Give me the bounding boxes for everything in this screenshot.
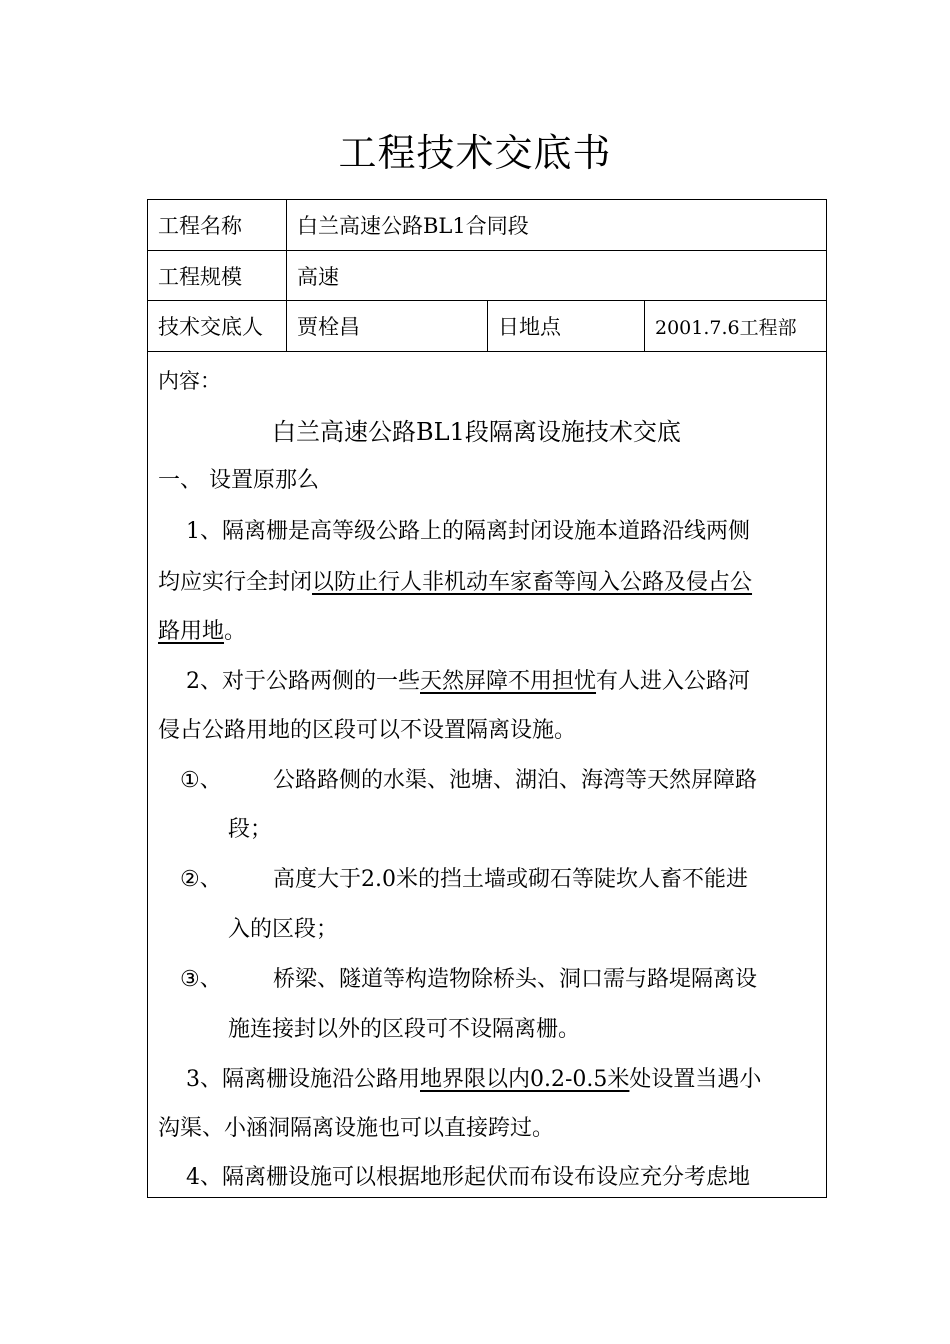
project-scale-label: 工程规模 [158,264,242,289]
document-title: 工程技术交底书 [338,131,612,175]
text-span: 有人进入公路河 [596,669,751,694]
paragraph-line: 沟渠、小涵洞隔离设施也可以直接跨过。 [158,1116,555,1141]
list-item-number: ①、 [180,768,222,793]
text-span: 处设置当遇小 [629,1067,762,1092]
paragraph-line [158,614,246,645]
list-item-text: 入的区段； [228,917,339,942]
list-item-text: 施连接封以外的区段可不设隔离栅。 [228,1017,581,1042]
text-span: 3、隔离栅设施沿公路用 [186,1067,420,1092]
underlined-text: 以防止行人非机动车家畜等闯入公路及侵占公 [312,570,753,595]
list-item-number: ②、 [180,867,222,892]
list-item-text: 公路路侧的水渠、池塘、湖泊、海湾等天然屏障路 [273,768,758,793]
table-row [148,301,826,352]
section-heading: 一、 设置原那么 [158,468,319,493]
info-table [147,199,827,1198]
text-span: 均应实行全封闭 [158,570,313,595]
paragraph-line [186,1062,761,1093]
content-label: 内容： [158,369,221,393]
table-row [148,200,826,251]
paragraph-line [158,565,752,596]
date-place-value: 2001.7.6工程部 [644,301,826,351]
project-scale-value: 高速 [286,251,826,300]
underlined-text: 地界限以内0.2-0.5米 [420,1067,630,1092]
presenter-label: 技术交底人 [158,315,263,339]
list-item-text: 段； [228,817,273,842]
content-heading: 白兰高速公路BL1段隔离设施技术交底 [272,418,681,446]
paragraph-line: 4、隔离栅设施可以根据地形起伏而布设布设应充分考虑地 [186,1165,750,1190]
project-name-label: 工程名称 [158,214,242,238]
underlined-text: 路用地 [158,619,225,644]
text-span: 。 [224,619,247,644]
paragraph-line [186,664,750,695]
paragraph-line: 侵占公路用地的区段可以不设置隔离设施。 [158,718,577,743]
paragraph-line: 1、隔离栅是高等级公路上的隔离封闭设施本道路沿线两侧 [186,519,750,544]
list-item-number: ③、 [180,967,222,992]
presenter-value: 贾栓昌 [286,301,487,351]
date-place-label: 日地点 [487,301,644,351]
project-name-value: 白兰高速公路BL1合同段 [286,200,826,250]
underlined-text: 天然屏障不用担忧 [420,669,597,694]
list-item-text: 高度大于2.0米的挡土墙或砌石等陡坎人畜不能进 [273,867,748,892]
text-span: 2、对于公路两侧的一些 [186,669,420,694]
list-item-text: 桥梁、隧道等构造物除桥头、洞口需与路堤隔离设 [273,967,758,992]
table-row [148,251,826,301]
